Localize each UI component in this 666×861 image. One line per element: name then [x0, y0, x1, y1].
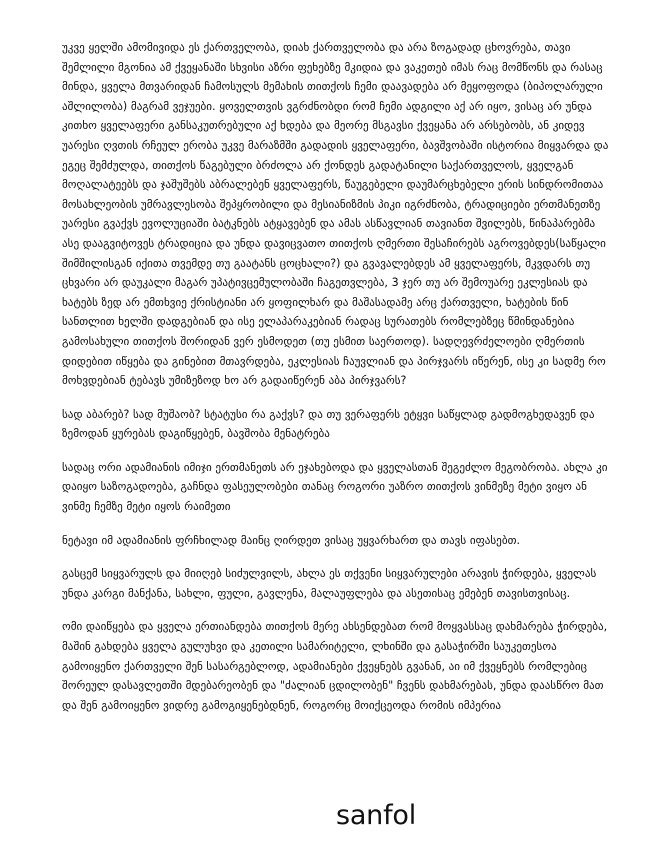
paragraph: გასცემ სიყვარულს და მიიღებ სიძულვილს, ახლა ეს თქვენი სიყვარულები არავის ჭირდება, ყველას უნდა კარგი მანქანა, სახლი, ფული, გავლენა, მალაუფლება და ასეთისაც ემებენ თავისთვისაც. — [62, 567, 597, 600]
paragraph: ნეტავი იმ ადამიანის ფრჩხილად მაინც ღირდეთ ვისაც უყვარხართ და თავს იფასებთ. — [62, 533, 521, 547]
document-text-body — [62, 38, 609, 715]
paragraph: უკვე ყელში ამომივიდა ეს ქართველობა, დიახ ქართველობა და არა ზოგადად ცხოვრება, თავი შემლილი მგონია ამ ქვეყანაში სხვისი აზრი ფეხებზე მკიდია და ვაკეთებ იმას რაც მომწონს და რასაც მინდა, ყველა მთვარიდან ჩამოსულს მემახის თითქოს ჩემი დაავადება არ მეყოფოდა (ბიპოლარული აშლილობა) მაგრამ ვეჯუები. ყოველთვის ვგრძნობდი რომ ჩემი ადგილი აქ არ იყო, ვისაც არ უნდა კითხო ყველაფერი განსაკუთრებული აქ ხდება და მეორე მსგავსი ქვეყანა არ არსებობს, ან კიდევ უარესი ღვთის რჩეულ ერობა უკვე მარაზმში გადადის ყველაფერი, ბავშვობაში ისტორია მიყვარდა და ეგეც შემძულდა, თითქოს წაგებული ბრძოლა არ ქონდეს გადატანილი საქართველოს, ყველგან მოღალატეებს და ჯაშუშებს აბრალებენ ყველაფერს, წაუგებელი დაუმარცხებელი ერის სინდრომითაა მოსახლეობის უმრავლესობა შეპყრობილი და მესიანიზმის პიკი იგრძნობა, ტრადიციები ერთმანეთზე უარესი გვაქვს ევოლუციაში ბატკნებს ატყავებენ და ამას ასწავლიან თავიანთ შვილებს, წინაპარებმა ასე დააგვიტოვეს ტრადიცია და უნდა დავიცვათო თითქოს ღმერთი შესაჩირებს აგროვებდეს(საწყალი შიმშილისგან იქითა თვემდე თუ გაატანს ცოცხალი?) და გვავალებდეს ამ ყველაფერს, მკვდარს თუ ცხვარი არ დაუკალი მაგარ უპატივცემულობაში ჩაგეთვლება, 3 ჯერ თუ არ შემოუარე ეკლესიას და ხატებს ზედ არ ემთხვიე ქრისტიანი არ ყოფილხარ და მაშასადამე არც ქართველი, ხატების წინ სანთლით ხელში დადგებიან და ისე ელაპარაკებიან რადაც სურათებს რომლებზეც წმინდანებია გამოსახული თითქოს შორიდან ვერ ესმოდეთ (თუ ესმით საერთოდ). სადღევრძელოები ღმერთის დიდებით იწყება და გინებით მთავრდება, ეკლესიას ჩაუვლიან და პირჯვარს იწერენ, ისე კი სადმე რო მოხვდებიან ტებავს უმიზეზოდ ხო არ გადაიწერენ აბა პირჯვარს? — [62, 41, 609, 388]
document-signature: sanfol — [335, 800, 417, 831]
paragraph: ომი დაიწყება და ყველა ერთიანდება თითქოს მერე ახსენდებათ რომ მოყვასსაც დახმარება ჭირდება, მაშინ გახდება ყველა გულუხვი და კეთილი სამარიტელი, ლხინში და გასაჭირში საუკეთესოა გამოიყენო ქართველი შენ სასარგებლოდ, ადამიანები ქვეყნებს გვანან, აი იმ ქვეყნებს რომლებიც შორეულ დასავლეთში მდებარეობენ და "ძალიან ცდილობენ" ჩვენს დახმარებას, უნდა დაასწრო მათ და შენ გამოიყენო ვიდრე გამოგიყენებდნენ, როგორც მოიქცეოდა რომის იმპერია — [62, 620, 608, 712]
paragraph: სადაც ორი ადამიანის იმიჯი ერთმანეთს არ ეჯახებოდა და ყველასთან შეგეძლო მეგობრობა. ახლა კი დაიყო საზოგადოება, გაჩნდა ფასეულობები თანაც როგორი უაზრო თითქოს ვინმეზე მეტი ვიყო ან ვინმე ჩემზე მეტი იყოს რაიმეთი — [62, 460, 608, 514]
paragraph: სად აბარებ? სად მუშაობ? სტატუსი რა გაქვს? და თუ ვერაფერს ეტყვი საწყლად გადმოგხედავენ და ზემოდან ყურებას დაგიწყებენ, ბავშობა მენატრება — [62, 407, 595, 441]
